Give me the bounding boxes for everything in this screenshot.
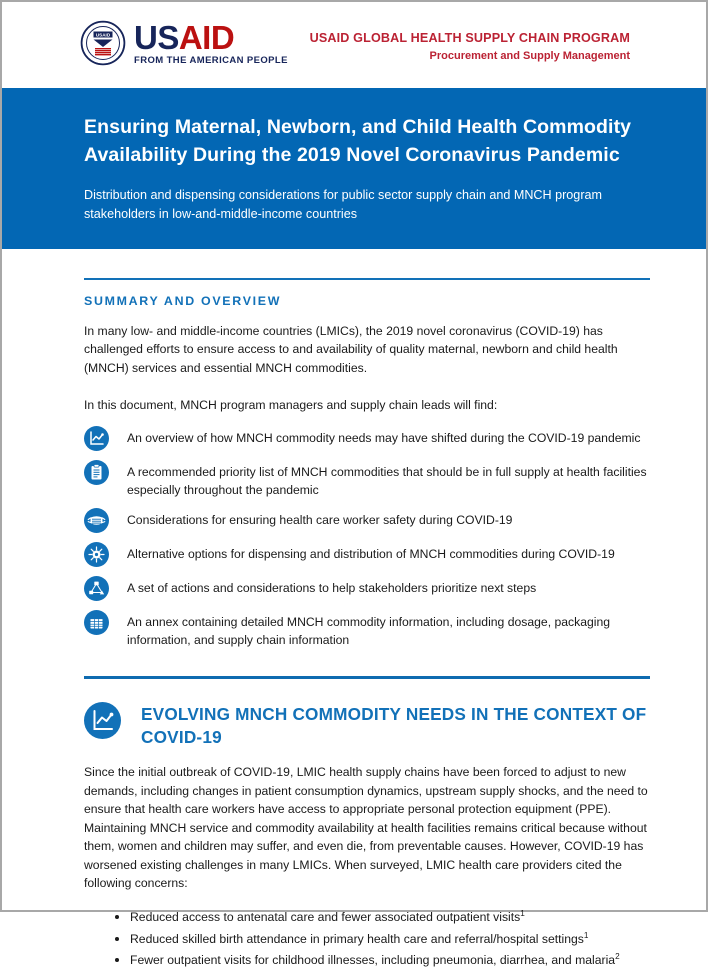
document-subtitle: Distribution and dispensing considerations for public sector supply chain and MNCH program stakeholders in low-and-middle-income countries <box>84 188 603 221</box>
bullet-label: Reduced access to antenatal care and fewer associated outpatient visits <box>130 909 521 924</box>
summary-paragraph: In many low- and middle-income countries (LMICs), the 2019 novel coronavirus (COVID-19) has challenged efforts to ensure access to and availability of quality maternal, newborn and child health (MNCH) services and essential MNCH commodities. <box>84 323 618 375</box>
document-title: Ensuring Maternal, Newborn, and Child Health Commodity Availability During the 2019 Novel Coronavirus Pandemic <box>84 116 632 166</box>
list-item-label: An annex containing detailed MNCH commodity information, including dosage, packaging information, and supply chain information <box>127 615 611 647</box>
wordmark-us: US <box>134 18 179 56</box>
list-item-label: An overview of how MNCH commodity needs may have shifted during the COVID-19 pandemic <box>127 430 641 445</box>
footnote-marker: 2 <box>615 952 620 962</box>
chart-line-icon <box>84 702 121 739</box>
bullet-item <box>130 949 650 971</box>
evolving-section-heading <box>84 701 650 749</box>
evolving-divider <box>84 676 650 679</box>
summary-divider <box>84 278 650 280</box>
list-item <box>84 462 650 499</box>
svg-text:USAID: USAID <box>95 32 111 38</box>
title-banner <box>2 88 706 249</box>
chart-line-icon <box>84 426 109 451</box>
usaid-logo <box>80 20 288 66</box>
table-grid-icon <box>84 610 109 635</box>
bullet-label: Reduced skilled birth attendance in primary health care and referral/hospital settings <box>130 931 584 946</box>
footnote-marker: 1 <box>583 930 589 940</box>
wordmark-aid: AID <box>178 18 235 56</box>
face-mask-icon <box>84 508 109 533</box>
evolving-paragraph: Since the initial outbreak of COVID-19, LMIC health supply chains have been forced to adjust to new demands, including changes in patient consumption dynamics, upstream supply shocks, and the need to ensure that health care workers have access to appropriate personal protection equipment (PPE). Maintaining MNCH service and commodity availability at health facilities remains critical because without them, women and children may suffer, and even die, from preventable causes. However, COVID-19 has worsened existing challenges in many LMICs. When surveyed, LMIC health care providers cited the following concerns: <box>84 765 648 891</box>
list-item <box>84 428 650 451</box>
program-subtitle: Procurement and Supply Management <box>429 49 630 62</box>
network-nodes-icon <box>84 576 109 601</box>
usaid-seal-icon <box>80 20 126 66</box>
usaid-wordmark <box>134 18 288 66</box>
masthead <box>2 2 706 88</box>
document-body <box>2 278 706 971</box>
evolving-heading-label: EVOLVING MNCH COMMODITY NEEDS IN THE CONTEXT OF COVID-19 <box>141 703 647 747</box>
clipboard-list-icon <box>84 460 109 485</box>
bullet-label: Fewer outpatient visits for childhood illnesses, including pneumonia, diarrhea, and malaria <box>130 953 616 968</box>
summary-heading: SUMMARY AND OVERVIEW <box>84 293 282 308</box>
list-item <box>84 510 650 533</box>
program-branding <box>310 31 630 62</box>
list-item-label: A recommended priority list of MNCH commodities that should be in full supply at health facilities especially throughout the pandemic <box>127 464 647 497</box>
bullet-item <box>130 928 650 950</box>
list-item-label: Considerations for ensuring health care worker safety during COVID-19 <box>127 513 513 528</box>
summary-icon-list <box>84 428 650 650</box>
footnote-marker: 1 <box>520 908 525 918</box>
list-item <box>84 578 650 601</box>
usaid-tagline: FROM THE AMERICAN PEOPLE <box>134 54 288 66</box>
concerns-bullet-list <box>84 906 650 971</box>
list-item <box>84 612 650 649</box>
program-title: USAID GLOBAL HEALTH SUPPLY CHAIN PROGRAM <box>309 30 630 45</box>
summary-lead-in: In this document, MNCH program managers and supply chain leads will find: <box>84 397 498 412</box>
list-item <box>84 544 650 567</box>
virus-icon <box>84 542 109 567</box>
list-item-label: A set of actions and considerations to help stakeholders prioritize next steps <box>127 581 537 596</box>
list-item-label: Alternative options for dispensing and distribution of MNCH commodities during COVID-19 <box>127 547 615 562</box>
bullet-item <box>130 906 650 928</box>
